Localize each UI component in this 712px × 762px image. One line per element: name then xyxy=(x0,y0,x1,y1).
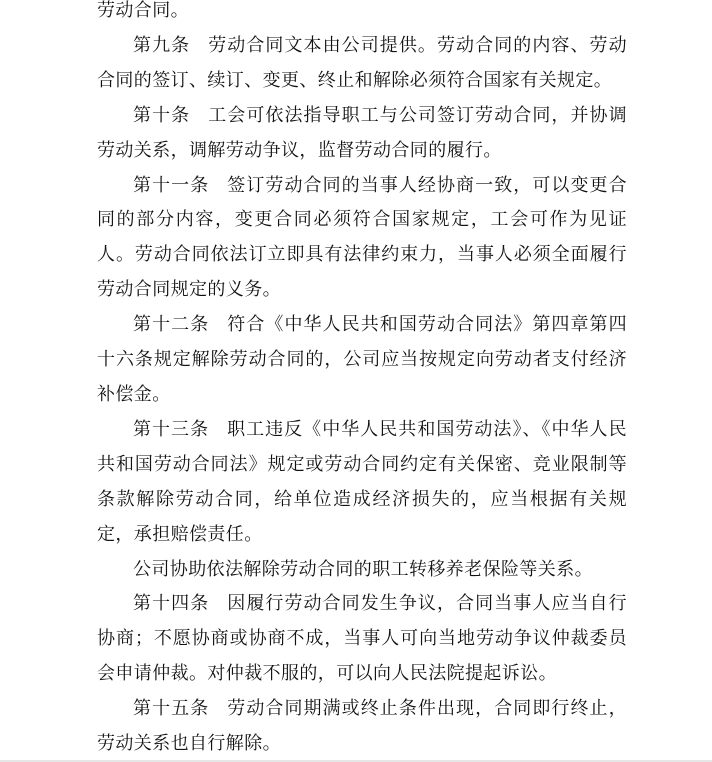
article-number: 第十条 xyxy=(133,104,191,126)
paragraph-text: 劳动合同。 xyxy=(97,0,189,21)
paragraph-pension-transfer xyxy=(97,553,627,588)
article-text: 工会可依法指导职工与公司签订劳动合同，并协调劳动关系，调解劳动争议，监督劳动合同的履行。 xyxy=(97,104,627,161)
article-number: 第十三条 xyxy=(133,418,210,440)
article-number: 第九条 xyxy=(133,34,191,56)
paragraph-text: 公司协助依法解除劳动合同的职工转移养老保险等关系。 xyxy=(133,558,593,580)
document-body xyxy=(97,0,627,762)
article-text: 签订劳动合同的当事人经协商一致，可以变更合同的部分内容，变更合同必须符合国家规定，工会可作为见证人。劳动合同依法订立即具有法律约束力，当事人必须全面履行劳动合同规定的义务。 xyxy=(97,174,627,301)
article-text: 劳动合同期满或终止条件出现，合同即行终止，劳动关系也自行解除。 xyxy=(97,698,627,755)
article-text: 因履行劳动合同发生争议，合同当事人应当自行协商；不愿协商或协商不成，当事人可向当地劳动争议仲裁委员会申请仲裁。对仲裁不服的，可以向人民法院提起诉讼。 xyxy=(97,593,627,685)
article-text: 劳动合同文本由公司提供。劳动合同的内容、劳动合同的签订、续订、变更、终止和解除必须符合国家有关规定。 xyxy=(97,34,627,91)
article-number: 第十四条 xyxy=(133,593,210,615)
article-number: 第十五条 xyxy=(133,698,210,720)
paragraph-continuation xyxy=(97,0,627,29)
article-15 xyxy=(97,692,627,762)
article-12 xyxy=(97,308,627,413)
article-text: 职工违反《中华人民共和国劳动法》、《中华人民共和国劳动合同法》规定或劳动合同约定有关保密、竞业限制等条款解除劳动合同，给单位造成经济损失的，应当根据有关规定，承担赔偿责任。 xyxy=(97,418,627,545)
article-text: 符合《中华人民共和国劳动合同法》第四章第四十六条规定解除劳动合同的，公司应当按规定向劳动者支付经济补偿金。 xyxy=(97,314,627,405)
article-11 xyxy=(97,169,627,309)
article-13 xyxy=(97,413,627,553)
article-number: 第十一条 xyxy=(133,174,210,196)
article-number: 第十二条 xyxy=(133,314,210,336)
article-10 xyxy=(97,99,627,169)
article-14 xyxy=(97,587,627,692)
article-9 xyxy=(97,29,627,99)
